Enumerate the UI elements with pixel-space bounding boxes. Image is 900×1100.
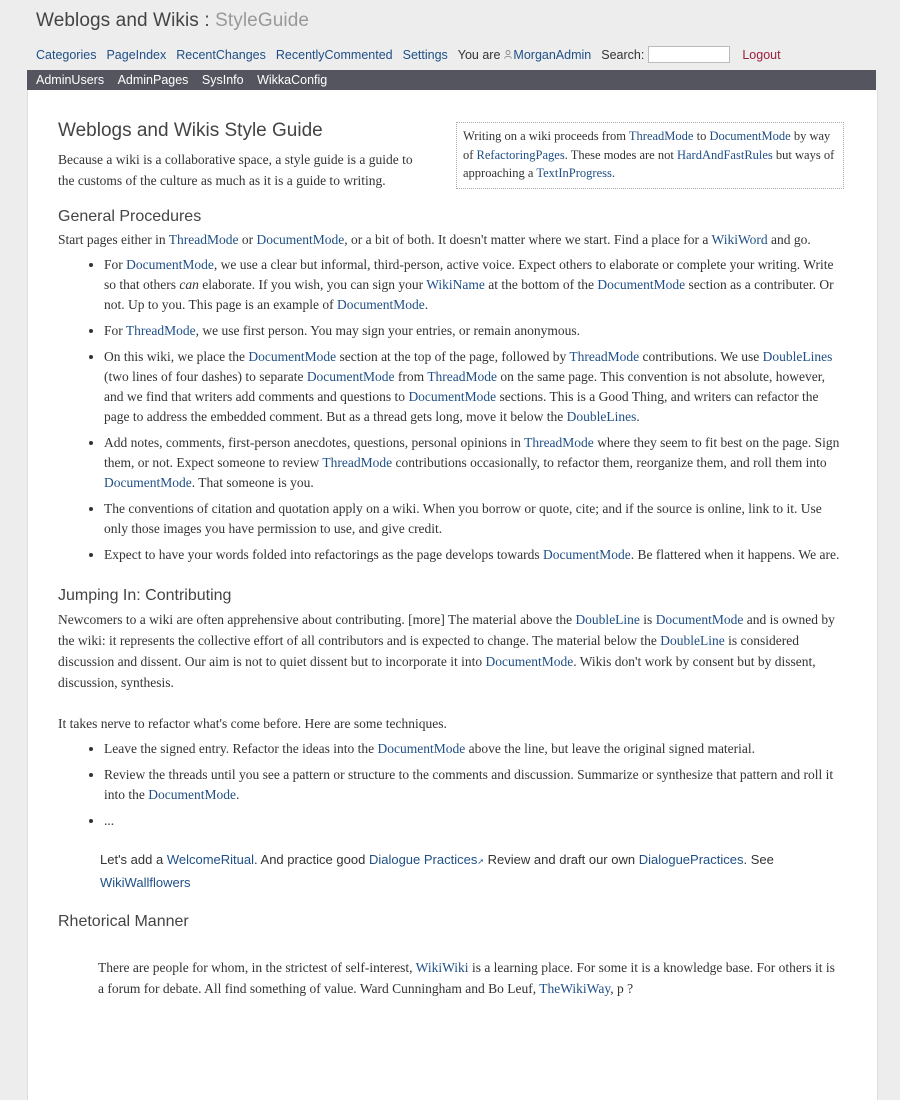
documentmode-link[interactable]: DocumentMode (336, 297, 425, 312)
threadmode-link[interactable]: ThreadMode (628, 129, 694, 143)
text: . Wikis don't work by consent but by dissent, discussion, synthesis. (58, 654, 816, 690)
text: Add notes, comments, first-person anecdotes, questions, personal opinions in (104, 435, 521, 450)
text: where they seem to fit best on the page. Sign them, or not. Expect someone to review (104, 435, 840, 470)
site-header (36, 10, 309, 32)
search-label: Search: (601, 47, 645, 62)
list-item (104, 545, 843, 565)
text: and go. (771, 232, 811, 247)
list-item (104, 255, 843, 315)
article (58, 120, 843, 999)
admin-menu (27, 70, 876, 90)
logout-link[interactable]: Logout (742, 47, 781, 62)
text: (two lines of four dashes) to separate (104, 369, 304, 384)
thewikiway-link[interactable]: TheWikiWay (539, 981, 611, 996)
wikkaconfig-link[interactable]: WikkaConfig (257, 73, 328, 87)
doubleline-link[interactable]: DoubleLine (575, 612, 640, 627)
text: section as a contributer. Or not. Up to you. This page is an example of (104, 277, 834, 312)
text: and is owned by the wiki: it represents the collective effort of all contributors and is expected to change. The material below the (58, 612, 835, 648)
text: above the line, but leave the original signed material. (468, 741, 756, 756)
dialoguepractices-link[interactable]: DialoguePractices (638, 852, 744, 867)
nav-recentchanges[interactable]: RecentChanges (176, 47, 266, 62)
list-item (104, 433, 843, 493)
page-title: Weblogs and Wikis Style Guide (58, 120, 323, 141)
text: is considered discussion and dissent. Our aim is not to quiet dissent but to incorporate it into (58, 633, 800, 669)
page-name[interactable]: StyleGuide (215, 10, 310, 31)
text: elaborate. If you wish, you can sign your (202, 277, 424, 292)
text: . And practice good (254, 852, 366, 867)
user-icon (504, 50, 512, 59)
documentmode-link[interactable]: DocumentMode (248, 349, 337, 364)
text: Let's add a (100, 852, 164, 867)
text: sections. This is a Good Thing, and writers can refactor the page to address the embedded comment. But as a thread gets long, move it below the (104, 389, 819, 424)
list-item (104, 347, 843, 427)
threadmode-link[interactable]: ThreadMode (569, 349, 640, 364)
text: . These modes are not (564, 147, 674, 162)
section-heading-jumping-in: Jumping In: Contributing (58, 587, 232, 604)
refactoringpages-link[interactable]: RefactoringPages (476, 147, 565, 162)
documentmode-link[interactable]: DocumentMode (543, 547, 631, 562)
doublelines-link[interactable]: DoubleLines (762, 349, 833, 364)
you-are-label: You are (457, 47, 501, 62)
text: Review and draft our own (487, 852, 636, 867)
text: to (696, 129, 707, 143)
text: . (235, 787, 240, 802)
paragraph (98, 957, 843, 999)
text: or (241, 232, 254, 247)
nav-settings[interactable]: Settings (402, 47, 448, 62)
nav-categories[interactable]: Categories (36, 47, 97, 62)
text: from (397, 369, 425, 384)
text: Writing on a wiki proceeds from (463, 129, 626, 143)
search-input[interactable] (648, 46, 730, 63)
text: , we use first person. You may sign your entries, or remain anonymous. (195, 323, 580, 338)
text: . Be flattered when it happens. We are. (630, 547, 840, 562)
text: section at the top of the page, followed by (339, 349, 567, 364)
emphasis: can (179, 277, 199, 292)
wikiwallflowers-link[interactable]: WikiWallflowers (100, 875, 191, 890)
page-content (27, 90, 878, 1100)
paragraph (58, 229, 843, 250)
threadmode-link[interactable]: ThreadMode (427, 369, 498, 384)
doubleline-link[interactable]: DoubleLine (660, 633, 725, 648)
text: , we use a clear but informal, third-person, active voice. Expect others to elaborate or complete your writing. Write so that others (104, 257, 834, 292)
threadmode-link[interactable]: ThreadMode (524, 435, 594, 450)
documentmode-link[interactable]: DocumentMode (485, 654, 574, 669)
note-paragraph (100, 849, 843, 893)
text: For (104, 323, 123, 338)
text: The conventions of citation and quotation apply on a wiki. When you borrow or quote, cite; and if the source is online, link to it. Use only those images you have permission to use, and give credit. (104, 501, 822, 536)
documentmode-link[interactable]: DocumentMode (306, 369, 395, 384)
text: . That someone is you. (191, 475, 314, 490)
nav-recentlycommented[interactable]: RecentlyCommented (275, 47, 393, 62)
documentmode-link[interactable]: DocumentMode (655, 612, 744, 627)
text: Expect to have your words folded into refactorings as the page develops towards (104, 547, 540, 562)
top-navigation (36, 46, 791, 63)
threadmode-link[interactable]: ThreadMode (125, 323, 196, 338)
techniques-list (58, 739, 843, 831)
text: Newcomers to a wiki are often apprehensive about contributing. [more] The material above the (58, 612, 573, 627)
text: is a learning place. For some it is a knowledge base. For others it is a forum for debate. All find something of value. Ward Cunningham and Bo Leuf, (98, 960, 835, 996)
header-separator: : (204, 10, 210, 31)
text: by way of (463, 129, 831, 162)
text: Start pages either in (58, 232, 166, 247)
nav-pageindex[interactable]: PageIndex (106, 47, 167, 62)
text: On this wiki, we place the (104, 349, 245, 364)
textinprogress-link[interactable]: TextInProgress (536, 166, 612, 180)
wikiwiki-link[interactable]: WikiWiki (415, 960, 469, 975)
paragraph (58, 609, 843, 693)
documentmode-link[interactable]: DocumentMode (597, 277, 686, 292)
documentmode-link[interactable]: DocumentMode (377, 741, 466, 756)
list-item (104, 739, 843, 759)
text: . (424, 297, 429, 312)
documentmode-link[interactable]: DocumentMode (408, 389, 497, 404)
text: . (636, 409, 640, 424)
user-link[interactable]: MorganAdmin (513, 47, 592, 62)
list-item (104, 499, 843, 539)
documentmode-link[interactable]: DocumentMode (104, 475, 192, 490)
admin-pages-link[interactable]: AdminPages (117, 73, 189, 87)
wikiname-link[interactable]: WikiName (426, 277, 485, 292)
general-procedures-list (58, 255, 843, 565)
section-heading-general: General Procedures (58, 208, 202, 225)
documentmode-link[interactable]: DocumentMode (709, 129, 791, 143)
list-item (104, 765, 843, 805)
hardandfastrules-link[interactable]: HardAndFastRules (676, 147, 773, 162)
text: but ways of approaching a (463, 147, 835, 180)
list-item (104, 321, 843, 341)
sysinfo-link[interactable]: SysInfo (201, 73, 244, 87)
text: at the bottom of the (488, 277, 595, 292)
doublelines-link[interactable]: DoubleLines (566, 409, 637, 424)
text: . See (743, 852, 774, 867)
paragraph: It takes nerve to refactor what's come before. Here are some techniques. (58, 716, 447, 731)
documentmode-link[interactable]: DocumentMode (256, 232, 345, 247)
text: For (104, 257, 123, 272)
text: on the same page. This convention is not absolute, however, and we find that writers add comments and questions to (104, 369, 826, 404)
text: Leave the signed entry. Refactor the ideas into the (104, 741, 375, 756)
documentmode-link[interactable]: DocumentMode (126, 257, 214, 272)
welcomeritual-link[interactable]: WelcomeRitual (166, 852, 255, 867)
threadmode-link[interactable]: ThreadMode (322, 455, 393, 470)
text: Review the threads until you see a pattern or structure to the comments and discussion. Summarize or synthesize that pattern and roll it into the (104, 767, 834, 802)
wikiword-link[interactable]: WikiWord (711, 232, 768, 247)
site-title[interactable]: Weblogs and Wikis (36, 10, 199, 31)
list-item (104, 811, 843, 831)
text: contributions occasionally, to refactor them, reorganize them, and roll them into (395, 455, 827, 470)
text: contributions. We use (642, 349, 760, 364)
intro-paragraph: Because a wiki is a collaborative space, a style guide is a guide to the customs of the culture as much as it is a guide to writing. (58, 152, 413, 188)
text: is (643, 612, 653, 627)
admin-users-link[interactable]: AdminUsers (36, 73, 105, 87)
text: ... (104, 813, 115, 828)
dialogue-practices-link[interactable]: Dialogue Practices (368, 852, 478, 867)
documentmode-link[interactable]: DocumentMode (148, 787, 236, 802)
external-link-icon: ➚ (477, 857, 485, 866)
text: . (611, 166, 615, 180)
text: There are people for whom, in the strictest of self-interest, (98, 960, 413, 975)
section-heading-rhetorical: Rhetorical Manner (58, 913, 189, 930)
text: , p ? (610, 981, 634, 996)
text: , or a bit of both. It doesn't matter where we start. Find a place for a (344, 232, 709, 247)
threadmode-link[interactable]: ThreadMode (168, 232, 239, 247)
